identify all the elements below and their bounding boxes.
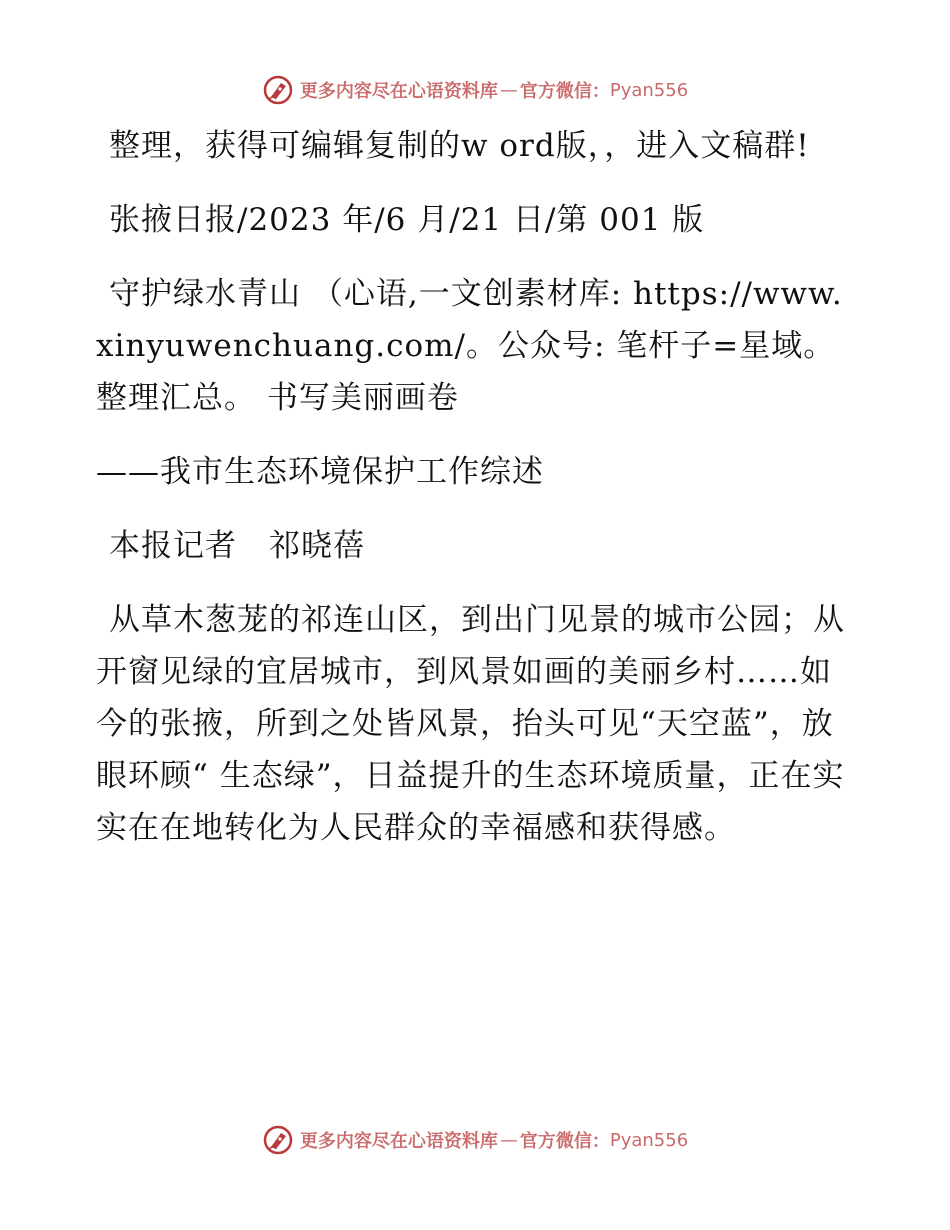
pen-nib-logo-icon	[262, 1124, 294, 1156]
paragraph-source-line: 张掖日报/2023 年/6 月/21 日/第 001 版	[109, 202, 705, 238]
banner-separator: —	[499, 1129, 518, 1151]
header-watermark-banner	[0, 70, 950, 110]
footer-watermark-banner	[0, 1120, 950, 1160]
banner-wechat-label: 官方微信：	[519, 81, 610, 102]
paragraph-title: 守护绿水青山 （心语,一文创素材库: https://www.xinyuwenchuang.com/。公众号: 笔杆子=星域。整理汇总。 书写美丽画卷	[96, 276, 843, 416]
banner-wechat-label: 官方微信：	[519, 1131, 610, 1152]
banner-slogan: 更多内容尽在心语资料库	[299, 1131, 498, 1152]
banner-slogan: 更多内容尽在心语资料库	[299, 81, 498, 102]
banner-wechat-id: Pyan556	[609, 1129, 689, 1151]
banner-wechat-id: Pyan556	[609, 79, 689, 101]
pen-nib-logo-icon	[262, 74, 294, 106]
paragraph-body: 从草木葱茏的祁连山区，到出门见景的城市公园；从开窗见绿的宜居城市，到风景如画的美丽乡村……如今的张掖，所到之处皆风景，抬头可见“天空蓝”，放眼环顾“ 生态绿”，日益提升的生态环境质量，正在实实在在地转化为人民群众的幸福感和获得感。	[96, 602, 845, 846]
paragraph-byline: 本报记者 祁晓蓓	[109, 528, 365, 564]
document-body	[96, 120, 856, 876]
banner-separator: —	[499, 79, 518, 101]
paragraph-subtitle: ——我市生态环境保护工作综述	[96, 454, 544, 490]
paragraph-intro-note: 整理，获得可编辑复制的w ord版，，进入文稿群!	[109, 128, 810, 164]
